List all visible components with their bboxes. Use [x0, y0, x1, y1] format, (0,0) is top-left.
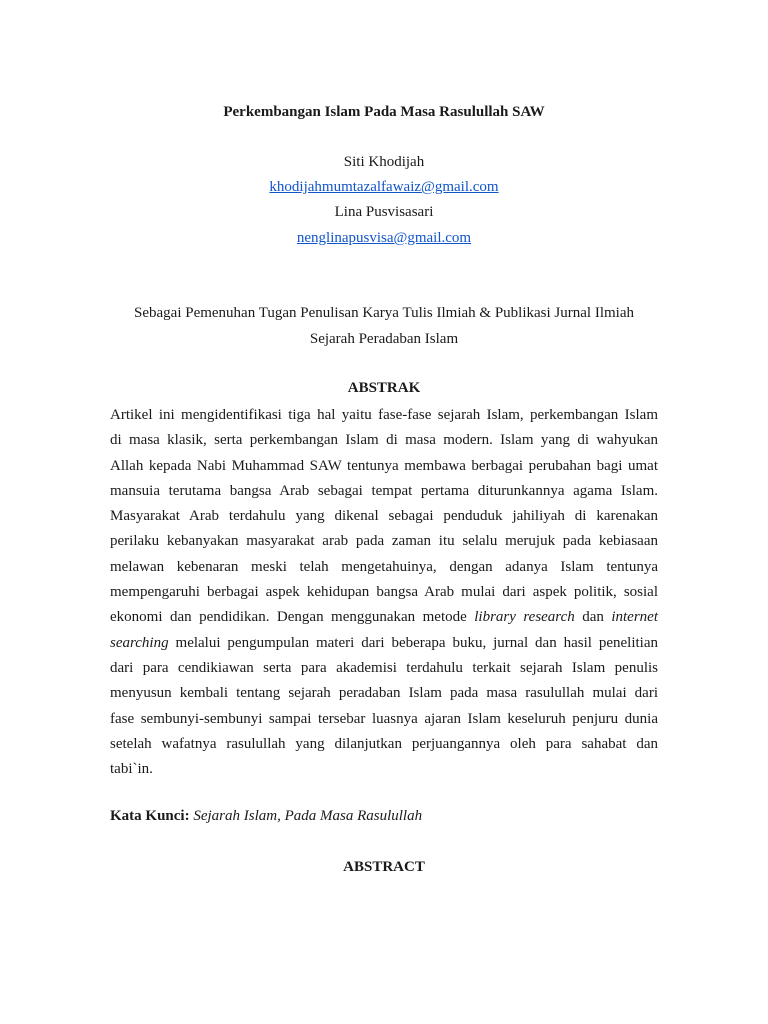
abstrak-line: Artikel ini mengidentifikasi tiga hal yaitu fase-fase sejarah Islam, perkembangan Islam	[110, 407, 658, 423]
method-internet: internet	[611, 609, 658, 626]
method-mid-text: dan	[574, 609, 612, 626]
method-pre-text: ekonomi dan pendidikan. Dengan menggunakan metode	[110, 609, 475, 626]
abstrak-line: Allah kepada Nabi Muhammad SAW tentunya membawa berbagai perubahan bagi umat	[110, 457, 658, 474]
keywords-label: Kata Kunci:	[110, 808, 190, 824]
author-email-link-2[interactable]: nenglinapusvisa@gmail.com	[296, 230, 472, 246]
author-name-1: Siti Khodijah	[343, 154, 425, 170]
abstrak-line: dari para cendikiawan serta para akademisi terdahulu terkait sejarah Islam penulis	[110, 659, 658, 676]
paper-title: Perkembangan Islam Pada Masa Rasulullah SAW	[223, 104, 545, 120]
abstrak-line: mempengaruhi berbagai aspek kehidupan bangsa Arab mulai dari aspek politik, sosial	[110, 584, 658, 601]
abstrak-line: fase sembunyi-sembunyi sampai tersebar luasnya ajaran Islam keseluruh penjuru dunia	[110, 710, 658, 727]
abstrak-line: melawan kebenaran meski telah mengetahuinya, dengan adanya Islam tentunya	[110, 558, 658, 575]
abstrak-line: Masyarakat Arab terdahulu yang dikenal sebagai penduduk jahiliyah di karenakan	[110, 508, 658, 525]
keywords-value: Sejarah Islam, Pada Masa Rasulullah	[193, 808, 423, 824]
abstrak-line: perilaku kebanyakan masyarakat arab pada zaman itu selalu merujuk pada kebiasaan	[110, 533, 658, 550]
purpose-line-1: Sebagai Pemenuhan Tugan Penulisan Karya Tulis Ilmiah & Publikasi Jurnal Ilmiah	[134, 305, 634, 321]
abstrak-body	[110, 403, 658, 782]
author-email-link-1[interactable]: khodijahmumtazalfawaiz@gmail.com	[269, 179, 499, 195]
author-email-1-wrap	[0, 177, 768, 197]
method-post-text: melalui pengumpulan materi dari beberapa buku, jurnal dan hasil penelitian	[168, 634, 658, 651]
abstrak-line: mansuia terutama bangsa Arab sebagai tempat pertama diturunkannya agama Islam.	[110, 482, 658, 499]
abstrak-line-method	[110, 605, 658, 630]
author-email-2-wrap	[0, 228, 768, 248]
abstrak-heading: ABSTRAK	[347, 380, 421, 396]
purpose-line-2: Sejarah Peradaban Islam	[309, 331, 459, 347]
author-name-2: Lina Pusvisasari	[334, 204, 434, 220]
abstrak-line: di masa klasik, serta perkembangan Islam di masa modern. Islam yang di wahyukan	[110, 432, 658, 449]
abstrak-line-searching	[110, 631, 658, 656]
method-library-research: library research	[474, 609, 575, 626]
abstrak-line: setelah wafatnya rasulullah yang dilanjutkan perjuangannya oleh para sahabat dan	[110, 735, 658, 752]
abstrak-line: menyusun kembali tentang sejarah peradaban Islam pada masa rasulullah mulai dari	[110, 685, 658, 702]
abstract-heading: ABSTRACT	[343, 859, 425, 875]
method-searching: searching	[110, 634, 169, 651]
keywords	[110, 806, 422, 826]
abstrak-last-line: tabi`in.	[110, 761, 153, 778]
